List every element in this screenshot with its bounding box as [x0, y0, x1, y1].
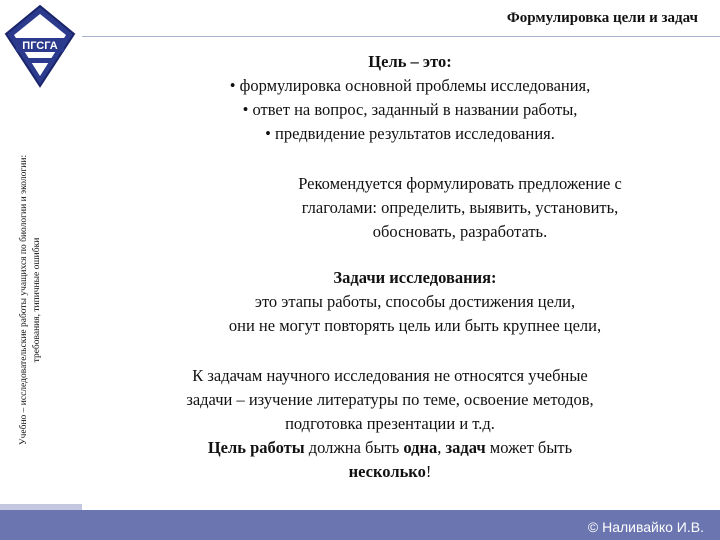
slide-title: Формулировка цели и задач [506, 10, 698, 26]
note-text: , [437, 438, 446, 457]
note-line: задачи – изучение литературы по теме, освоение методов, [186, 390, 594, 409]
note-conclusion [120, 436, 660, 460]
goal-bullet: • предвидение результатов исследования. [110, 122, 710, 146]
vertical-caption [18, 100, 44, 500]
tasks-heading: Задачи исследования: [333, 268, 497, 287]
note-bold: несколько [348, 462, 426, 481]
goal-bullet: • формулировка основной проблемы исследования, [110, 74, 710, 98]
recommendation-block [250, 172, 670, 244]
note-line: К задачам научного исследования не относятся учебные [192, 366, 588, 385]
university-logo [4, 4, 76, 88]
note-text: должна быть [304, 438, 404, 457]
goal-bullets [110, 74, 710, 146]
note-bold: задач [445, 438, 486, 457]
recommendation-line: глаголами: определить, выявить, установить, [301, 198, 619, 217]
recommendation-line: Рекомендуется формулировать предложение с [298, 174, 622, 193]
copyright-text: © Наливайко И.В. [587, 519, 704, 535]
note-conclusion-end [120, 460, 660, 484]
vertical-caption-line1: Учебно – исследовательские работы учащихся по биологии и экологии: [19, 154, 29, 446]
recommendation-line: обосновать, разработать. [372, 222, 548, 241]
goal-bullet: • ответ на вопрос, заданный в названии работы, [110, 98, 710, 122]
footer-bar [0, 510, 720, 540]
note-text: ! [425, 462, 432, 481]
note-bold: Цель работы [207, 438, 305, 457]
tasks-line: они не могут повторять цель или быть крупнее цели, [228, 316, 602, 335]
vertical-caption-line2: требования, типичные ошибки [32, 237, 42, 363]
goal-heading: Цель – это: [368, 52, 452, 71]
goal-block [110, 50, 710, 146]
note-text: может быть [485, 438, 573, 457]
tasks-block [150, 266, 680, 338]
left-sidebar [0, 0, 82, 540]
logo-text: ПГСГА [22, 40, 58, 52]
tasks-line: это этапы работы, способы достижения цели, [254, 292, 576, 311]
note-bold: одна [403, 438, 438, 457]
header-divider [82, 36, 720, 37]
note-block [120, 364, 660, 484]
note-line: подготовка презентации и т.д. [285, 414, 495, 433]
